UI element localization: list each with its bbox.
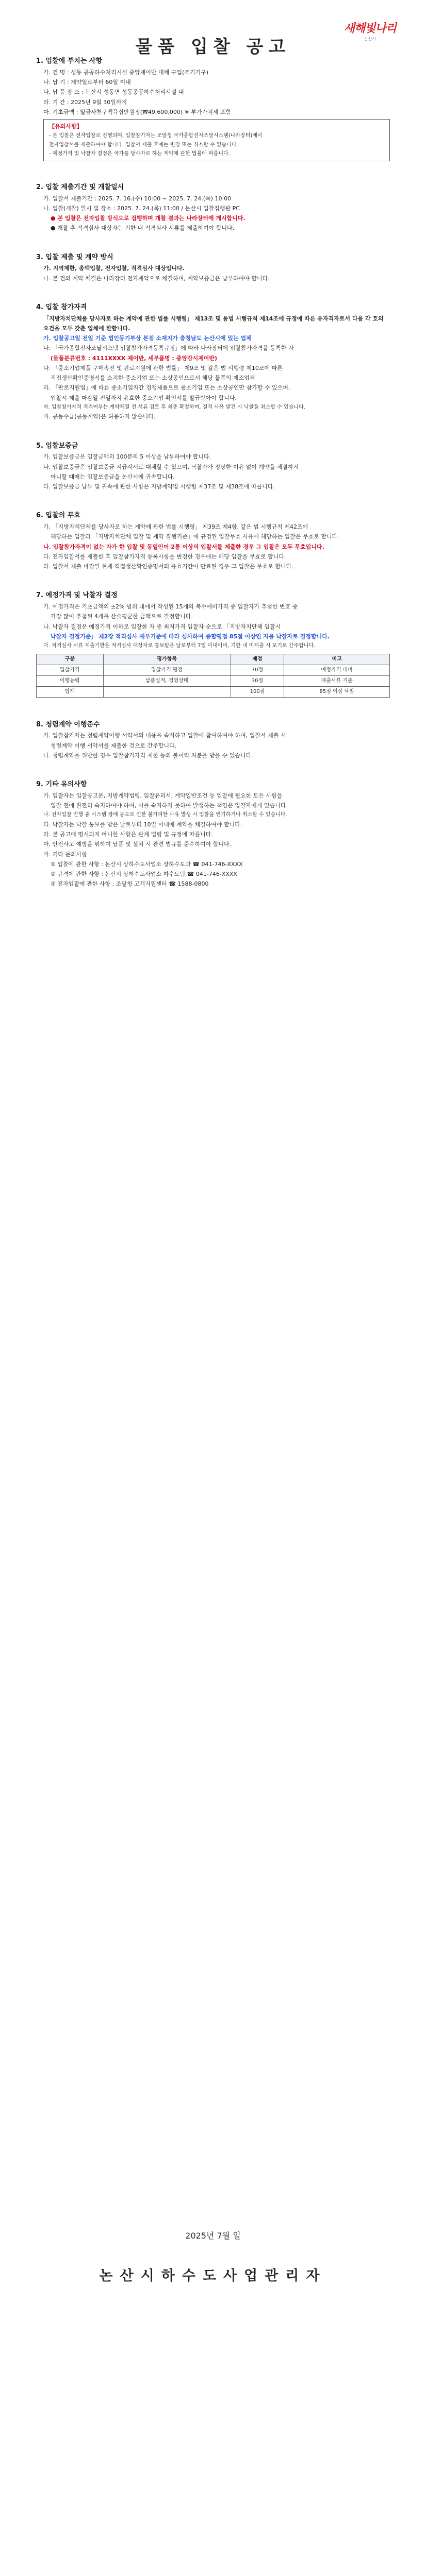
notice-line: - 예정가격 및 낙찰자 결정은 국가를 당사자로 하는 계약에 관한 법률에 따릅니다.	[49, 151, 230, 157]
integrity-item: 청렴계약 이행 서약서를 제출한 것으로 간주합니다.	[51, 742, 177, 749]
section-title: 4. 입찰 참가자격	[36, 303, 87, 311]
invalid-item: 나. 입찰참가자격이 없는 자가 한 입찰 및 동일인이 2통 이상의 입찰서를 제출한 경우 그 입찰은 모두 무효입니다.	[43, 543, 324, 550]
note-item: 가. 입찰자는 입찰공고문, 지방계약법령, 입찰유의서, 계약일반조건 등 입찰에 필요한 모든 사항을	[43, 792, 283, 799]
award-item: 낙찰자 결정기준」 제2장 적격심사 세부기준에 따라 심사하여 종합평점 85점 이상인 자를 낙찰자로 결정합니다.	[51, 633, 330, 640]
qualification-item: 바. 공동수급(공동계약)은 허용하지 않습니다.	[43, 413, 156, 420]
section-title: 6. 입찰의 무효	[36, 512, 80, 520]
section-bid-items	[36, 56, 390, 161]
item-name: 가. 건 명 : 성동 공공하수처리시설 중앙제어반 대체 구입(조기기구)	[43, 69, 209, 76]
table-cell: 납품실적, 경영상태	[103, 675, 231, 686]
section-title: 7. 예정가격 및 낙찰자 결정	[36, 591, 118, 600]
qualification-item: 입찰서 제출 마감일 전일까지 유효한 중소기업 확인서를 발급받아야 합니다.	[51, 394, 237, 401]
notice-box	[43, 119, 390, 161]
contract-type: 가. 지역제한, 총액입찰, 전자입찰, 적격심사 대상입니다.	[43, 265, 185, 272]
period: 라. 기 간 : 2025년 9월 30일까지	[43, 98, 127, 106]
section-title: 9. 기타 유의사항	[36, 781, 87, 788]
table-cell: 100점	[231, 686, 284, 697]
qualification-item: 마. 입찰참가자격 적격여부는 계약체결 전 서류 검토 후 최종 확정하며, 결격 사유 발견 시 낙찰을 취소할 수 있습니다.	[43, 404, 305, 410]
table-row	[37, 675, 390, 686]
qualification-item: 가. 입찰공고일 전일 기준 법인등기부상 본점 소재지가 충청남도 논산시에 있는 업체	[43, 335, 252, 342]
table-cell: 입찰가격	[37, 665, 104, 675]
table-cell: 85점 이상 낙찰	[284, 686, 390, 697]
integrity-item: 나. 청렴계약을 위반한 경우 입찰참가자격 제한 등의 불이익 처분을 받을 수 있습니다.	[43, 752, 253, 759]
qualification-item: 직접생산확인증명서를 소지한 중소기업 또는 소상공인으로서 해당 물품의 제조업체	[51, 375, 255, 381]
table-cell	[103, 686, 231, 697]
announcement-date: 2025년 7월 일	[185, 2230, 241, 2241]
table-header: 비고	[284, 654, 390, 665]
invalid-item: 가. 「지방자치단체를 당사자로 하는 계약에 관한 법률 시행령」 제39조 제4항, 같은 법 시행규칙 제42조에	[43, 523, 308, 530]
section-title: 5. 입찰보증금	[36, 442, 78, 450]
award-item: 가. 예정가격은 기초금액의 ±2% 범위 내에서 작성된 15개의 복수예비가격 중 입찰자가 추첨한 번호 중	[43, 603, 298, 610]
contact-item: ② 규격에 관한 사항 : 논산시 상하수도사업소 하수도팀 ☎ 041-746-XXXX	[51, 871, 237, 877]
logo-text: 새해빛나리	[343, 22, 396, 35]
bond-item: 가. 입찰보증금은 입찰금액의 100분의 5 이상을 납부하여야 합니다.	[43, 453, 211, 461]
invalid-item: 다. 전자입찰서를 제출한 후 입찰참가자격 등록사항을 변경한 경우에는 해당 입찰을 무효로 합니다.	[43, 553, 286, 560]
bond-item: 나. 입찰보증금은 입찰보증금 지급각서로 대체할 수 있으며, 낙찰자가 정당한 이유 없이 계약을 체결하지	[43, 463, 299, 470]
section-invalid-bids	[36, 510, 390, 571]
section-title: 3. 입찰 제출 및 계약 방식	[36, 253, 113, 261]
logo-subtext: 논산시	[364, 36, 376, 41]
award-item: 나. 낙찰자 결정은 예정가격 이하로 입찰한 자 중 최저가격 입찰자 순으로 「지방자치단체 입찰시	[43, 623, 281, 630]
table-row	[37, 686, 390, 697]
note-item: 바. 기타 문의사항	[43, 851, 87, 858]
table-cell: 30점	[231, 675, 284, 686]
table-cell: 이행능력	[37, 675, 104, 686]
opening-datetime: 나. 입찰(개찰) 일시 및 장소 : 2025. 7. 24.(목) 11:00 / 논산시 입찰집행관 PC	[43, 205, 240, 212]
invalid-item: 해당하는 입찰과 「지방자치단체 입찰 및 계약 집행기준」에 규정된 입찰무효 사유에 해당하는 입찰은 무효로 합니다.	[51, 533, 339, 540]
contact-item: ③ 전자입찰에 관한 사항 : 조달청 고객지원센터 ☎ 1588-0800	[51, 880, 209, 888]
blank-area	[36, 889, 390, 2229]
table-header: 구분	[37, 654, 104, 665]
table-cell: 입찰가격 평점	[103, 665, 231, 675]
table-cell: 예정가격 대비	[284, 665, 390, 675]
award-item: 다. 적격심사 서류 제출기한은 적격심사 대상자로 통보받은 날로부터 7일 이내이며, 기한 내 미제출 시 포기로 간주합니다.	[43, 643, 316, 649]
issuing-organization: 논산시하수도사업관리자	[99, 2267, 327, 2284]
section-contract-method	[36, 252, 390, 283]
qualification-intro: 「지방자치단체를 당사자로 하는 계약에 관한 법률 시행령」 제13조 및 동법 시행규칙 제14조에 규정에 따른 유자격자로서 다음 각 호의 요건을 모두 갖춘 업체에 한합니다.	[43, 315, 384, 332]
qualification-item: 라. 「판로지원법」에 따른 중소기업자간 경쟁제품으로 중소기업 또는 소상공인만 참가할 수 있으며,	[43, 384, 290, 392]
section-award	[36, 590, 390, 697]
table-cell: 70점	[231, 665, 284, 675]
delivery-location: 다. 납 품 장 소 : 논산시 성동면 성동공공하수처리시설 내	[43, 89, 184, 96]
contact-item: ① 입찰에 관한 사항 : 논산시 상하수도사업소 상하수도과 ☎ 041-746-XXXX	[51, 860, 243, 868]
bond-item: 다. 입찰보증금 납부 및 귀속에 관한 사항은 지방계약법 시행령 제37조 및 제38조에 따릅니다.	[43, 483, 275, 490]
section-qualification	[36, 302, 390, 422]
evaluation-table	[36, 654, 390, 698]
award-item: 가장 많이 추첨된 4개를 산술평균한 금액으로 결정합니다.	[51, 613, 193, 620]
table-cell: 제출서류 기준	[284, 675, 390, 686]
note-item: 나. 전자입찰 진행 중 시스템 장애 등으로 인한 불가피한 사유 발생 시 입찰을 연기하거나 취소할 수 있습니다.	[43, 812, 287, 818]
note-item: 다. 낙찰자는 낙찰 통보를 받은 날로부터 10일 이내에 계약을 체결하여야 합니다.	[43, 821, 242, 828]
table-cell: 합계	[37, 686, 104, 697]
qualification-item: 나. 「국가종합전자조달시스템 입찰참가자격등록규정」에 따라 나라장터에 입찰참가자격을 등록한 자	[43, 345, 294, 352]
qualification-item: (물품분류번호 : 4111XXXX 제어반, 세부품명 : 중앙감시제어반)	[51, 354, 218, 362]
table-header-row	[37, 654, 390, 665]
schedule-note: ● 본 입찰은 전자입찰 방식으로 집행하며 개찰 결과는 나라장터에 게시합니다.	[51, 215, 245, 222]
note-item: 입찰 전에 완전히 숙지하여야 하며, 이를 숙지하지 못하여 발생하는 책임은 입찰자에게 있습니다.	[51, 802, 288, 809]
section-bid-bond	[36, 440, 390, 492]
notice-title: 【유의사항】	[49, 123, 83, 130]
city-logo	[344, 19, 396, 43]
section-other-notes	[36, 779, 390, 889]
qualification-item: 다. 「중소기업제품 구매촉진 및 판로지원에 관한 법률」 제9조 및 같은 법 시행령 제10조에 따른	[43, 364, 283, 371]
note-item: 라. 본 공고에 명시되지 아니한 사항은 관계 법령 및 규정에 따릅니다.	[43, 831, 213, 838]
table-row	[37, 665, 390, 675]
base-price: 마. 기초금액 : 일금사천구백육십만원정(₩49,600,000) ※ 부가가치세 포함	[43, 108, 232, 115]
notice-line: 전자입찰서를 제출하여야 합니다. 입찰서 제출 후에는 변경 또는 취소할 수 없습니다.	[49, 142, 238, 148]
submission-period: 가. 입찰서 제출기간 : 2025. 7. 16.(수) 10:00 ~ 2025. 7. 24.(목) 10:00	[43, 195, 232, 202]
invalid-item: 라. 입찰서 제출 마감일 현재 직접생산확인증명서의 유효기간이 만료된 경우 그 입찰은 무효로 합니다.	[43, 563, 293, 570]
section-title: 8. 청렴계약 이행준수	[36, 720, 100, 728]
integrity-item: 가. 입찰참가자는 청렴계약이행 서약서의 내용을 숙지하고 입찰에 참여하여야 하며, 입찰서 제출 시	[43, 732, 286, 739]
note-item: 마. 안전사고 예방을 위하여 납품 및 설치 시 관련 법규를 준수하여야 합니다.	[43, 841, 232, 848]
section-bid-schedule	[36, 182, 390, 233]
section-title: 2. 입찰 제출기간 및 개찰일시	[36, 183, 124, 191]
table-header: 평가항목	[103, 654, 231, 665]
table-header: 배점	[231, 654, 284, 665]
notice-line: - 본 입찰은 전자입찰로 진행되며, 입찰참가자는 조달청 국가종합전자조달시스템(나라장터)에서	[49, 133, 263, 139]
page-title: 물품 입찰 공고	[135, 37, 291, 57]
bond-item: 아니할 때에는 입찰보증금을 논산시에 귀속합니다.	[51, 473, 175, 480]
delivery-period: 나. 납 기 : 계약일로부터 60일 이내	[43, 79, 131, 86]
contract-signing: 나. 본 건의 계약 체결은 나라장터 전자계약으로 체결하며, 계약보증금은 납부하여야 합니다.	[43, 275, 270, 282]
schedule-note: ● 개찰 후 적격심사 대상자는 기한 내 적격심사 서류를 제출하여야 합니다.	[51, 225, 235, 232]
section-title: 1. 입찰에 부치는 사항	[36, 57, 103, 65]
section-integrity	[36, 719, 390, 761]
